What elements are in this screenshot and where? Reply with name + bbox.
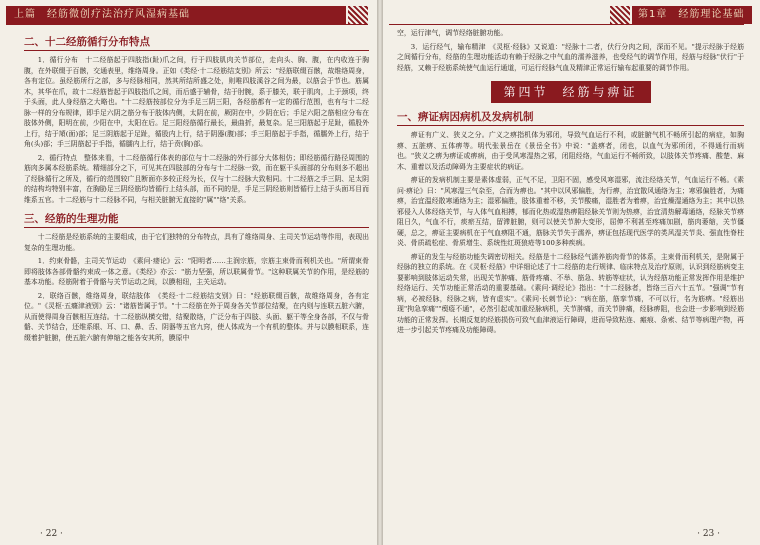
right-running-header: 第1章 经筋理论基础 <box>632 6 752 24</box>
right-page-body <box>397 28 744 523</box>
section-heading: 一、痹证病因病机及发病机制 <box>397 109 744 126</box>
paragraph: 1．循行分布 十二经筋起于四肢指(趾)爪之间，行于四肢肌肉关节部位，走向头、胸、腹，在内收连于胸腹，在外联缀于百骸，交通表里，维络周身。正如《类经·十二经筋结支别》所云："经筋联缀百骸，故维络周身，各有定位。虽经筋所行之部，多与经脉相同，然其所结所盛之处，则唯四肢溪谷之间为最，以筋会于节也。筋属木，其华在爪，故十二经筋皆起于四肢指爪之间，而后盛于辅骨，结于肘腕，系于膝关，联于肌肉，上于颈项，终于头面，此人身经筋之大略也。"十二经筋按部位分为手足三阴三阳，各经筋都有一定的循行范围，也有与十二经脉一样的分布规律，即手足六阴之筋分布于肢体内侧，太阴在前，厥阴在中，少阴在后；手足六阳之筋相应分布在肢体外侧，阳明在前，少阳在中，太阳在后。足三阳经筋循行最长，最曲折，最复杂。足三阳筋起于足趾，循股外上行，结于頄(面)部；足三阴筋起于足趾，循股内上行，结于阴器(腹)部；手三阳筋起于手指，循臑外上行，结于角(头)部；手三阴筋起于手指，循臑内上行，结于贲(胸)部。 <box>24 56 369 148</box>
paragraph: 痹证有广义、狭义之分。广义之痹指机体为邪闭，导致气血运行不利，或脏腑气机不畅所引起的病症，如胸痹、五脏痹、五体痹等。明代张景岳在《景岳全书》中说："盖痹者，闭也，以血气为邪所闭，不得通行而病也。"狭义之痹为痹证或痹病，由于受风寒湿热之邪，闭阻经络，气血运行不畅所致，以肢体关节疼痛、酸楚、麻木、重着以及活动障碍为主要症状的病证。 <box>397 131 744 171</box>
header-rule <box>389 24 744 25</box>
paragraph: 痹证的发病机制主要是素体虚弱，正气不足，卫阳不固，感受风寒湿邪，流注经络关节，气血运行不畅。《素问·痹论》曰："风寒湿三气杂至，合而为痹也。"其中以风邪偏胜，为行痹，治宜散风通络为主；寒邪偏胜者，为痛痹，治宜温经散寒通络为主；湿邪偏胜，肢体重着不移，关节酸痛，湿胜者为着痹，治宜燥湿通络为主；其中以热邪侵入人体经络关节，与人体气血相搏，郁而化热或湿热痹阻经脉关节则为热痹，治宜清热解毒通络，经脉关节痹阻日久，气血不行，痰瘀互结，留滞脏腑，则可以使关节肿大变形，屈伸不利甚至疼痛加剧，筋肉萎缩，关节僵硬，总之，痹证主要病机在于气血痹阻不通，筋脉关节失于濡养，痹证包括现代医学的类风湿关节炎、强直性脊柱炎、骨质疏松症、骨质增生、系统性红斑狼疮等100多种疾病。 <box>397 176 744 247</box>
right-page <box>383 0 760 545</box>
section-number-label: 第四节 <box>503 85 549 99</box>
header-rule <box>6 24 368 25</box>
paragraph: 十二经筋是经筋系统的主要组成，由于它们独特的分布特点，具有了维络周身、主司关节运动等作用，表现出复杂的生理功能。 <box>24 233 369 252</box>
paragraph: 空，运行津气，调节经络脏腑功能。 <box>397 29 508 37</box>
page-number: · 23 · <box>697 529 720 539</box>
paragraph: 1．约束骨骼，主司关节运动 《素问·痿论》云："阳明者……主润宗筋，宗筋主束骨而利机关也。"所谓束骨即将肢体各部骨骼约束成一体之意。《类经》亦云："筋力坚强，所以联属骨节。"这种联属关节的作用，是经筋的基本功能。经筋附着于骨骼与关节运动之间，以膜相纽，主关运动。 <box>24 257 369 286</box>
paragraph: 3．运行经气，输布精津 《灵枢·经脉》又说道："经脉十二者，伏行分肉之间，深而不见。"提示经脉于经筋之间循行分布，经筋的生理功能活动有赖于经脉之中气血的濡养滋养，也受经气的调节作用，经筋与经脉"伏行"于经筋，又赖于经筋系统使气血运行通道，可运行经脉气血及精津正常运行输布起重要的调节作用。 <box>397 42 744 72</box>
left-page <box>0 0 377 545</box>
chapter-section-banner <box>491 81 651 103</box>
header-ornament <box>348 6 368 24</box>
page-number: · 22 · <box>40 529 63 539</box>
header-ornament <box>610 6 630 24</box>
paragraph: 2．循行特点 整体来看，十二经筋循行体表的部位与十二经脉的外行部分大体相仿；即经筋循行路径周围的筋肉多属本经筋系统。精细部分之下，可见其在四肢部的分布与十二经脉一致，而在躯干头面部的分布则多不超出了经脉循行之所及，循行的范围较广且断面亦多较正经为长，仅与十二经脉大致相同。十二经筋之手三阴、足太阴的结构均特别丰富，在胸胁足三阴经筋均皆循行上结头部，而不同的是，手足三阴经筋则皆循行上结于头面耳目而维系五官。十二经筋与十二经脉不同，与相关脏腑无直接的"属""络"关系。 <box>24 153 369 204</box>
paragraph: 痹证的发生与经筋功能失调密切相关。经筋是十二经脉经气濡养筋肉骨节的体系，主束骨而利机关，是附属于经脉的独立的系统。在《灵枢·经筋》中详细论述了十二经筋的走行规律、临床特点及治疗原则，认识到经筋病变主要影响到肢体运动失常，出现关节肿痛、筋骨疼痛、不举、筋急、转筋等症状，认为经筋功能正常发挥作用是维护经络运行、关节功能正常活动的重要基础。《素问·调经论》指出："十二经脉者，皆络三百六十五节。"强调"节有病，必被经脉，经脉之病，皆有虚实"。《素问·长刺节论》："病在筋，筋挛节痛，不可以行，名为筋痹。"经筋出现"拘急挛痛""瘈瘲不通"，必然引起或加重经脉病机，关节肿痛，而关节肿痛，经脉痹阻，也会进一步影响到经筋功能的正常发挥。长期反复的经筋损伤可致气血津液运行障碍，进而导致粘连、瘢痕、条索、结节等病理产物，再进一步引起关节疼痛及功能障碍。 <box>397 252 744 334</box>
paragraph: 2．联络百骸，维络周身，联结肢体 《类经·十二经筋结支别》曰："经筋联缀百骸，故维络周身，各有定位。"《灵枢·五癃津液别》云："诸筋皆属于节。"十二经筋在外于周身各关节部位结聚，在内则与连联五脏六腑，从而使得周身百骸相互连结。十二经筋纵横交错，结聚散络，广泛分布于四肢、头面、躯干等全身各部，不仅与骨骼、关节结合，还维系眼、耳、口、鼻、舌、阴器等五官九窍，使人体成为一个有机的整体。并与以膜相联系，连缀着护脏腑，使五脏六腑有伸缩之能各安其所，膜原中 <box>24 291 369 342</box>
left-running-header: 上篇 经筋微创疗法治疗风湿病基础 <box>6 6 346 24</box>
left-page-body <box>24 28 369 523</box>
section-heading: 三、经筋的生理功能 <box>24 211 369 228</box>
section-title-label: 经筋与痹证 <box>562 85 638 99</box>
section-heading: 二、十二经筋循行分布特点 <box>24 34 369 51</box>
